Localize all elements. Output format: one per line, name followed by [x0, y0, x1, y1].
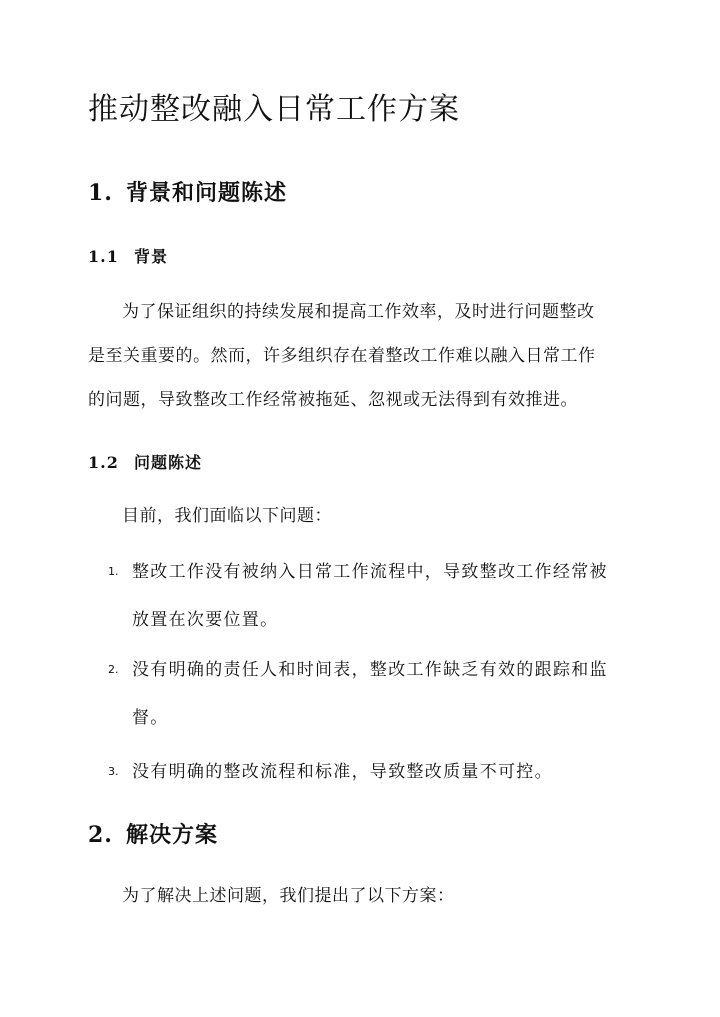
section-2-heading — [88, 818, 218, 849]
list-marker: 3. — [108, 765, 119, 778]
list-item-text — [132, 649, 628, 739]
subsection-1-1-title: 背景 — [134, 247, 169, 266]
section-1-heading — [88, 176, 287, 207]
solution-intro — [88, 874, 636, 918]
paragraph-line: 目前，我们面临以下问题： — [122, 506, 332, 526]
list-item-line: 放置在次要位置。 — [132, 610, 279, 630]
subsection-1-1-number: 1.1 — [88, 247, 119, 266]
list-item-text — [132, 551, 628, 641]
section-1-title: 背景和问题陈述 — [126, 180, 288, 206]
problem-intro — [88, 494, 636, 538]
document-title: 推动整改融入日常工作方案 — [88, 92, 460, 127]
list-item-line: 督。 — [132, 708, 169, 728]
subsection-1-2-heading — [88, 450, 202, 473]
list-item-line: 整改工作没有被纳入日常工作流程中，导致整改工作经常被 — [132, 562, 608, 582]
list-marker: 2. — [108, 663, 119, 676]
list-item-line: 没有明确的整改流程和标准，导致整改质量不可控。 — [132, 762, 553, 782]
list-marker: 1. — [108, 565, 119, 578]
list-item — [108, 649, 628, 739]
list-item — [108, 751, 628, 793]
paragraph-line: 为了保证组织的持续发展和提高工作效率，及时进行问题整改 — [122, 302, 595, 322]
subsection-1-1-heading — [88, 244, 168, 267]
paragraph-line: 的问题，导致整改工作经常被拖延、忽视或无法得到有效推进。 — [88, 390, 578, 410]
list-item-line: 没有明确的责任人和时间表，整改工作缺乏有效的跟踪和监 — [132, 660, 608, 680]
paragraph-line: 为了解决上述问题，我们提出了以下方案： — [122, 886, 455, 906]
subsection-1-2-title: 问题陈述 — [134, 453, 203, 472]
paragraph-line: 是至关重要的。然而，许多组织存在着整改工作难以融入日常工作 — [88, 346, 596, 366]
section-2-number: 2. — [88, 822, 113, 848]
list-item-text — [132, 751, 628, 793]
section-2-title: 解决方案 — [126, 822, 219, 848]
background-paragraph — [88, 290, 636, 422]
list-item — [108, 551, 628, 641]
subsection-1-2-number: 1.2 — [88, 453, 119, 472]
section-1-number: 1. — [88, 180, 113, 206]
